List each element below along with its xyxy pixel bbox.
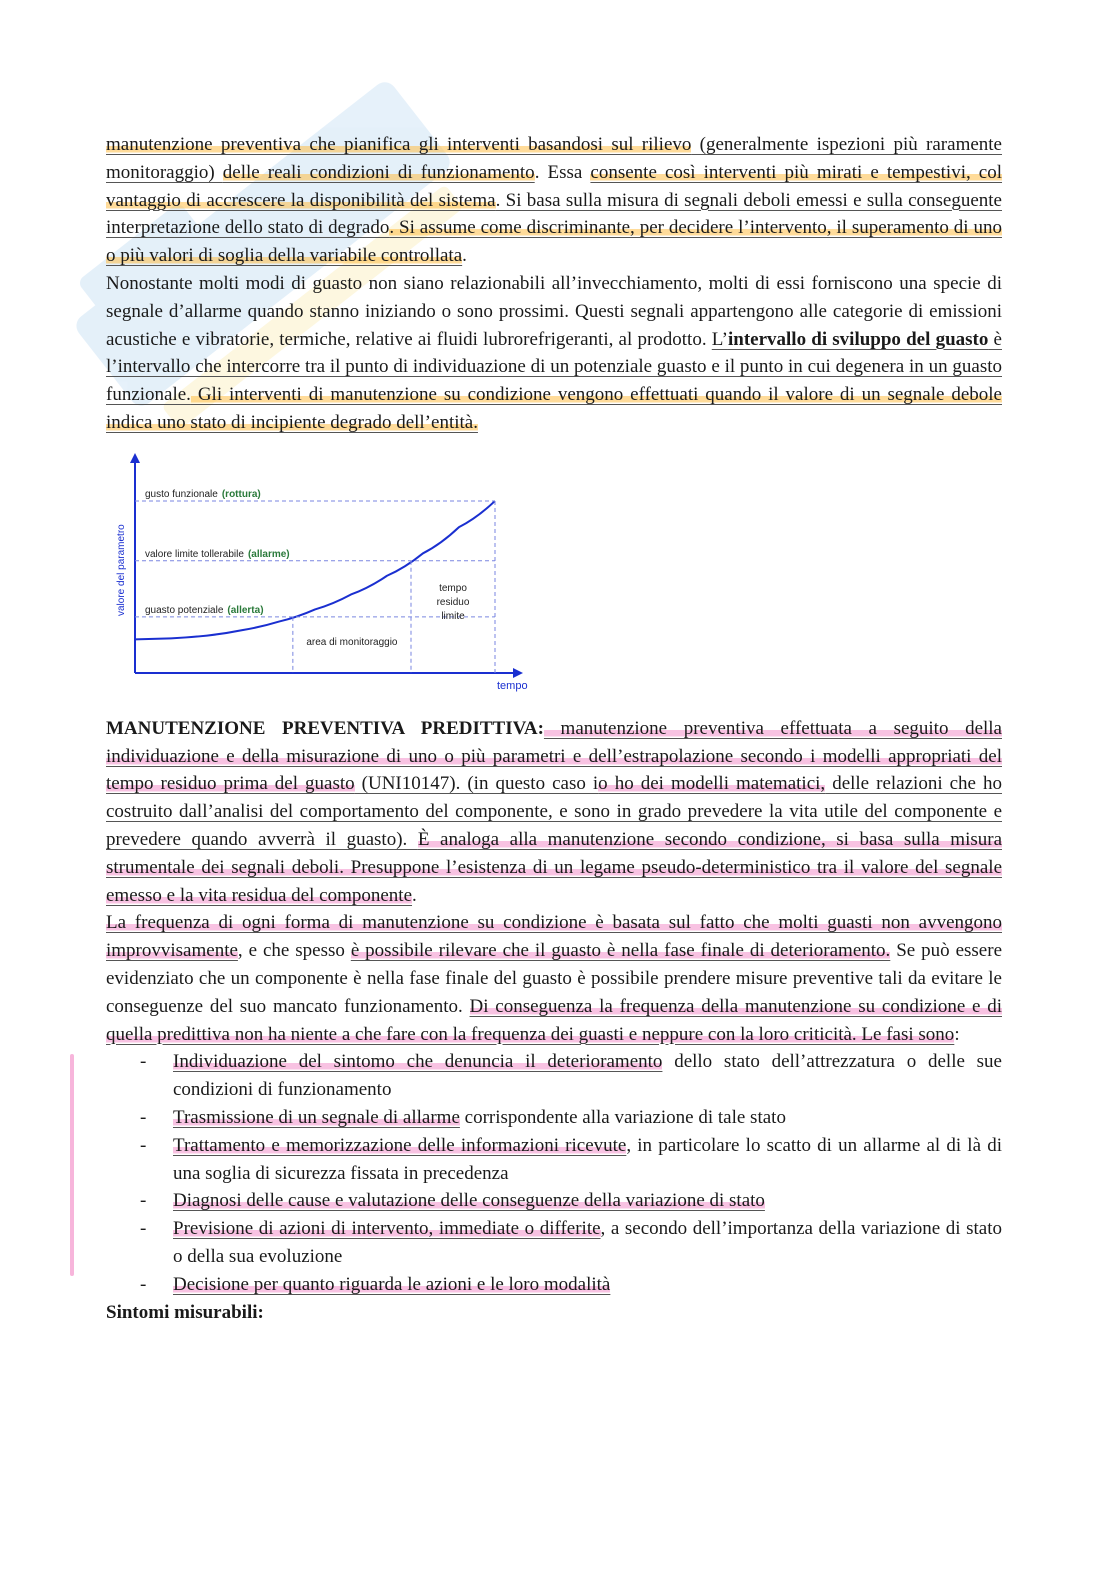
list-dash: -: [140, 1218, 147, 1240]
residual-annotation: residuo: [436, 596, 470, 608]
threshold-label-text: guasto potenziale: [145, 604, 224, 616]
x-axis-label: tempo: [497, 679, 528, 692]
paragraph-predictive: MANUTENZIONE PREVENTIVA PREDITTIVA: manutenzione preventiva effettuata a seguito della individuazione e della misurazione di uno o più parametri e dell’estrapolazione secondo i modelli appropriati del tempo residuo prima del guasto (UNI10147). (in questo caso io ho dei modelli matematici, delle relazioni che ho costruito dall’analisi del comportamento del componente, e sono in grado prevedere la vita utile del componente e prevedere quando avverrà il guasto). È analoga alla manutenzione secondo condizione, si basa sulla misura strumentale dei segnali deboli. Presuppone l’esistenza di un legame pseudo-deterministico tra il valore del segnale emesso e la vita residua del componente.: [106, 717, 1003, 906]
threshold-tag: (rottura): [221, 488, 261, 500]
residual-annotation: limite: [441, 610, 465, 622]
list-dash: -: [140, 1190, 147, 1212]
list-item-text: , in particolare lo scatto di un allarme al di là di una soglia di sicurezza fissata in precedenza: [173, 1134, 1002, 1184]
list-item-highlight: Decisione per quanto riguarda le azioni e le loro modalità: [173, 1273, 611, 1295]
list-item-highlight: Previsione di azioni di intervento, immediate o differite: [173, 1218, 601, 1240]
threshold-label: [145, 489, 261, 500]
phases-list: [106, 1048, 1002, 1298]
subheading: Sintomi misurabili:: [106, 1301, 264, 1323]
threshold-label-text: valore limite tollerabile: [145, 548, 244, 560]
threshold-tag: (allerta): [227, 604, 264, 616]
list-item-highlight: Trasmissione di un segnale di allarme: [173, 1106, 460, 1128]
list-item: [140, 1215, 1002, 1271]
paragraph-preventive-condition: manutenzione preventiva che pianifica gli interventi basandosi sul rilievo (generalmente ispezioni più raramente monitoraggio) delle reali condizioni di funzionamento. Essa consente così interventi più mirati e tempestivi, col vantaggio di accrescere la disponibilità del sistema. Si basa sulla misura di segnali deboli emessi e sulla conseguente interpretazione dello stato di degrado. Si assume come discriminante, per decidere l’intervento, il superamento di uno o più valori di soglia della variabile controllata.: [106, 134, 1003, 267]
degradation-chart-svg: [110, 451, 530, 693]
list-item-text: corrispondente alla variazione di tale stato: [459, 1106, 786, 1128]
degradation-chart: [110, 451, 530, 693]
paragraph-failure-signals: Nonostante molti modi di guasto non siano relazionabili all’invecchiamento, molti di essi forniscono una specie di segnale d’allarme quando stanno iniziando o sono prossimi. Questi segnali appartengono alle categorie di emissioni acustiche e vibratorie, termiche, relative ai fluidi lubrorefrigeranti, al prodotto. L’intervallo di sviluppo del guasto è l’intervallo che intercorre tra il punto di individuazione di un potenziale guasto e il punto in cui degenera in un guasto funzionale. Gli interventi di manutenzione su condizione vengono effettuati quando il valore di un segnale debole indica uno stato di incipiente degrado dell’entità.: [106, 272, 1002, 433]
list-item: [140, 1048, 1002, 1104]
list-dash: -: [140, 1106, 147, 1128]
threshold-tag: (allarme): [247, 548, 290, 560]
threshold-label-text: gusto funzionale: [145, 488, 218, 500]
threshold-label: [145, 605, 264, 616]
list-item-highlight: Individuazione del sintomo che denuncia il deterioramento: [173, 1051, 663, 1073]
list-dash: -: [140, 1051, 147, 1073]
highlight: manutenzione preventiva che pianifica gli interventi basandosi sul rilievo: [106, 134, 692, 155]
paragraph-frequency: La frequenza di ogni forma di manutenzione su condizione è basata sul fatto che molti guasti non avvengono improvvisamente, e che spesso è possibile rilevare che il guasto è nella fase finale di deterioramento. Se può essere evidenziato che un componente è nella fase finale del guasto è possibile prendere misure preventive tali da evitare le conseguenze del suo mancato funzionamento. Di conseguenza la frequenza della manutenzione su condizione e di quella predittiva non ha niente a che fare con la frequenza dei guasti e neppure con la loro criticità. Le fasi sono:: [106, 912, 1002, 1045]
list-item-highlight: Diagnosi delle cause e valutazione delle conseguenze della variazione di stato: [173, 1190, 765, 1212]
area-annotation: area di monitoraggio: [306, 636, 398, 648]
document-page: [106, 131, 1002, 1326]
list-item-highlight: Trattamento e memorizzazione delle informazioni ricevute: [173, 1134, 627, 1156]
list-dash: -: [140, 1273, 147, 1295]
list-item-text: dello stato dell’attrezzatura o delle sue condizioni di funzionamento: [173, 1051, 1002, 1101]
list-dash: -: [140, 1134, 147, 1156]
residual-annotation: tempo: [439, 582, 467, 594]
list-item: [140, 1132, 1002, 1188]
y-axis-label: valore del parametro: [116, 524, 127, 616]
list-item-text: , a secondo dell’importanza della variazione di stato o della sua evoluzione: [173, 1218, 1002, 1267]
threshold-label: [145, 549, 290, 560]
section-heading: MANUTENZIONE PREVENTIVA PREDITTIVA:: [106, 717, 544, 739]
list-item: [140, 1104, 1002, 1132]
list-item: [140, 1187, 1002, 1215]
x-axis-arrow: [513, 668, 523, 678]
list-item: [140, 1271, 1002, 1299]
y-axis-arrow: [130, 453, 140, 463]
margin-highlight-bracket: [70, 1054, 74, 1276]
